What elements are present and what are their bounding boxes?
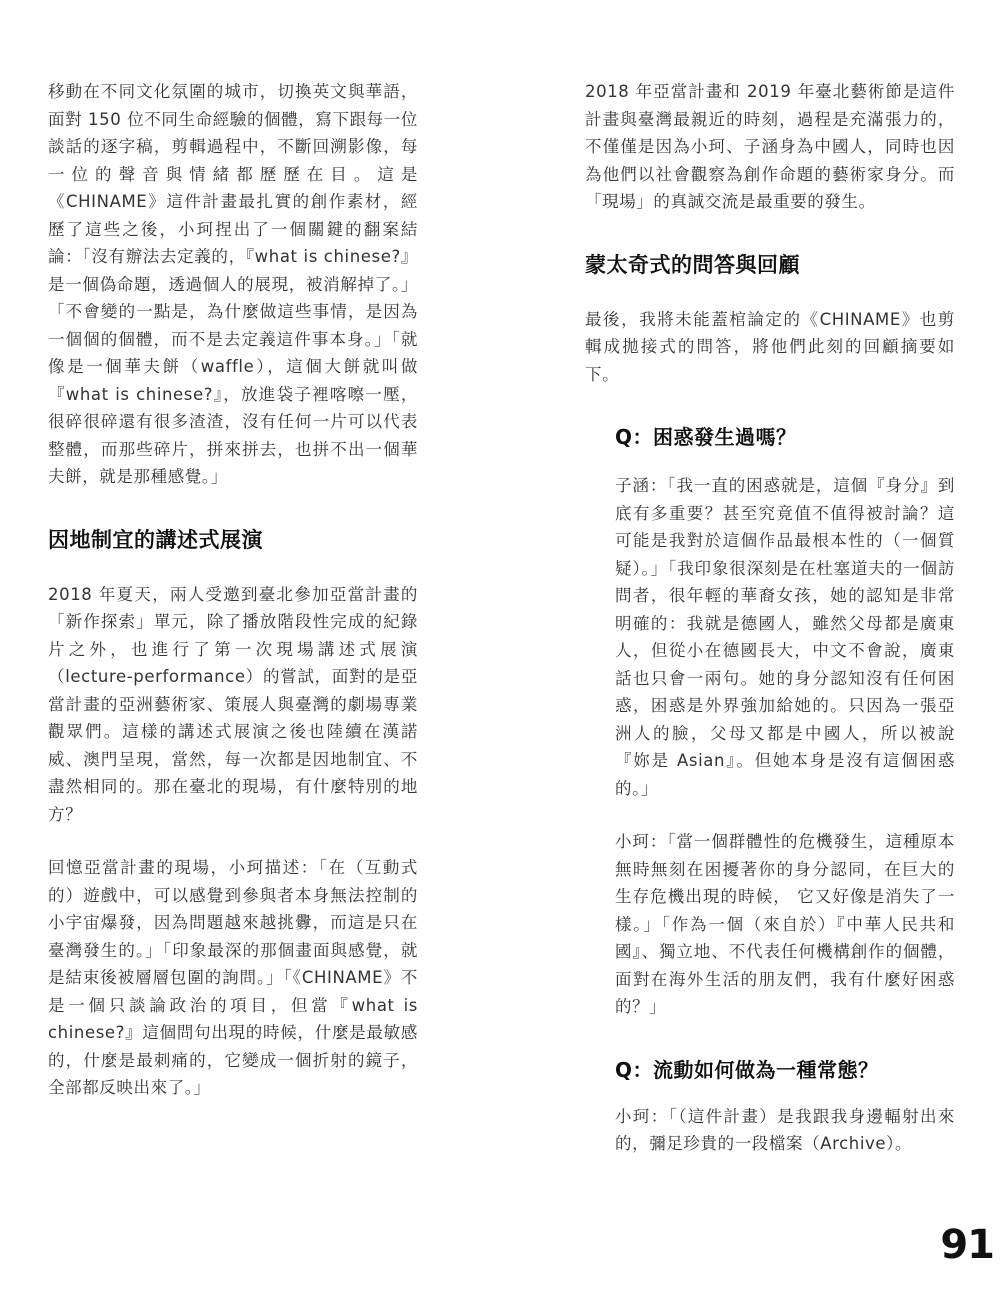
answer-archive: 小珂：「（這件計畫）是我跟我身邊輻射出來的，彌足珍貴的一段檔案（Archive）。: [615, 1106, 955, 1153]
section-heading-lecture-performance: 因地制宜的講述式展演: [48, 527, 263, 552]
question-confusion: Q：困惑發生過嗎？: [615, 425, 797, 449]
question-mobility: Q：流動如何做為一種常態？: [615, 1057, 879, 1082]
left-column: [48, 78, 418, 1102]
right-column: [585, 78, 955, 1158]
section-heading-montage-qa: 蒙太奇式的問答與回顧: [585, 252, 800, 277]
page-number: 91: [940, 1222, 994, 1268]
answer-xiaoke: 小珂：「當一個群體性的危機發生，這種原本無時無刻在困擾著你的身分認同，在巨大的生存危機出現的時候， 它又好像是消失了一樣。」「作為一個（來自於）『中華人民共和國』、獨立地、不代表任何機構創作的個體，面對在海外生活的朋友們，我有什麼好困惑的？」: [615, 832, 955, 1016]
answer-zihan: 子涵：「我一直的困惑就是，這個『身分』到底有多重要？甚至究竟值不值得被討論？這可能是我對於這個作品最根本性的（一個質疑）。」「我印象很深刻是在杜塞道夫的一個訪問者，很年輕的華裔女孩，她的認知是非常明確的：我就是德國人，雖然父母都是廣東人，但從小在德國長大，中文不會說，廣東話也只會一兩句。她的身分認知沒有任何困惑，困惑是外界強加給她的。只因為一張亞洲人的臉，父母又都是中國人，所以被說『妳是 Asian』。但她本身是沒有這個困惑的。」: [615, 476, 955, 798]
qa-block-confusion: [615, 422, 955, 1021]
paragraph-qa-intro: 最後，我將未能蓋棺論定的《CHINAME》也剪輯成拋接式的問答，將他們此刻的回顧摘要如下。: [585, 309, 955, 384]
paragraph-closest-moment: 2018 年亞當計畫和 2019 年臺北藝術節是這件計畫與臺灣最親近的時刻，過程是充滿張力的，不僅僅是因為小珂、子涵身為中國人，同時也因為他們以社會觀察為創作命題的藝術家身分。而「現場」的真誠交流是最重要的發生。: [585, 82, 955, 211]
qa-block-mobility: [615, 1055, 955, 1158]
paragraph-taipei-2018: 2018 年夏天，兩人受邀到臺北參加亞當計畫的「新作探索」單元，除了播放階段性完成的紀錄片之外，也進行了第一次現場講述式展演（lecture-performance）的嘗試，面對的是亞當計畫的亞洲藝術家、策展人與臺灣的劇場專業觀眾們。這樣的講述式展演之後也陸續在漢諾威、澳門呈現，當然，每一次都是因地制宜、不盡然相同的。那在臺北的現場，有什麼特別的地方？: [48, 584, 418, 824]
paragraph-waffle: 移動在不同文化氛圍的城市，切換英文與華語，面對 150 位不同生命經驗的個體，寫下跟每一位談話的逐字稿，剪輯過程中，不斷回溯影像，每一位的聲音與情緒都歷歷在目。這是《CHINAME》這件計畫最扎實的創作素材，經歷了這些之後，小珂捏出了一個關鍵的翻案結論：「沒有辦法去定義的，『what is chinese?』 是一個偽命題，透過個人的展現，被消解掉了。」「不會變的一點是，為什麼做這些事情，是因為一個個的個體，而不是去定義這件事本身。」「就像是一個華夫餅（waffle），這個大餅就叫做『what is chinese?』，放進袋子裡喀嚓一壓，很碎很碎還有很多渣渣，沒有任何一片可以代表整體，而那些碎片，拼來拼去，也拼不出一個華夫餅，就是那種感覺。」: [48, 82, 418, 486]
paragraph-recollection: 回憶亞當計畫的現場，小珂描述：「在（互動式的）遊戲中，可以感覺到參與者本身無法控制的小宇宙爆發，因為問題越來越挑釁，而這是只在臺灣發生的。」「印象最深的那個畫面與感覺，就是結束後被層層包圍的詢問。」「《CHINAME》不是一個只談論政治的項目，但當『what is chinese?』這個問句出現的時候，什麼是最敏感的，什麼是最刺痛的，它變成一個折射的鏡子，全部都反映出來了。」: [48, 858, 418, 1097]
